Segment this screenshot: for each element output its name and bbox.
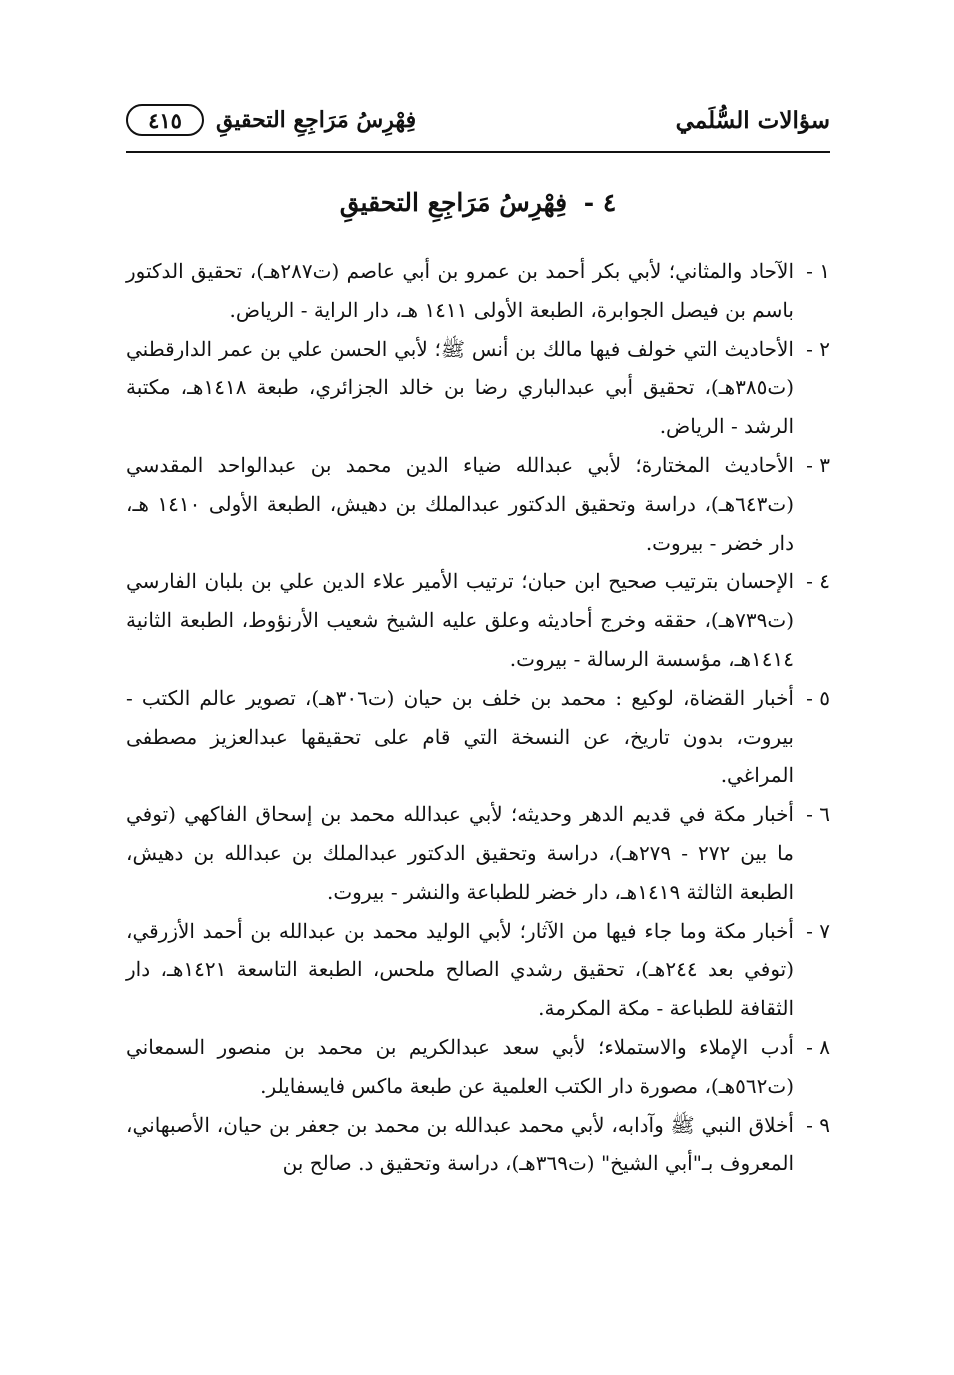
entry-number: ٨ - [806, 1034, 830, 1059]
references-list [126, 252, 830, 1183]
header-divider [126, 151, 830, 153]
entry-number: ٢ - [806, 336, 830, 361]
reference-entry-8 [126, 1028, 830, 1106]
reference-entry-1 [126, 252, 830, 330]
reference-entry-4 [126, 562, 830, 678]
entry-text: أدب الإملاء والاستملاء؛ لأبي سعد عبدالكريم بن محمد بن منصور السمعاني (ت٥٦٢هـ)، مصورة دار الكتب العلمية عن طبعة ماكس فايسفايلر. [126, 1034, 794, 1098]
reference-entry-7 [126, 912, 830, 1028]
entry-number: ٤ - [806, 569, 830, 594]
entry-number: ١ - [806, 259, 830, 283]
section-number: ٤ - [583, 188, 617, 217]
reference-entry-5 [126, 679, 830, 795]
header-section-title: فِهْرِسُ مَرَاجِعِ التحقيقِ [216, 107, 417, 133]
entry-text: الأحاديث المختارة؛ لأبي عبدالله ضياء الدين محمد بن عبدالواحد المقدسي (ت٦٤٣هـ)، دراسة وتحقيق الدكتور عبدالملك بن دهيش، الطبعة الأولى ١٤١٠ هـ، دار خضر - بيروت. [126, 452, 794, 555]
entry-text: أخبار مكة في قديم الدهر وحديثه؛ لأبي عبدالله محمد بن إسحاق الفاكهي (توفي ما بين ٢٧٢ - ٢٧٩هـ)، دراسة وتحقيق الدكتور عبدالملك بن عبدالله بن دهيش، الطبعة الثالثة ١٤١٩هـ، دار خضر للطباعة والنشر - بيروت. [126, 802, 794, 904]
entry-text: أخبار مكة وما جاء فيها من الآثار؛ لأبي الوليد محمد بن عبدالله بن أحمد الأزرقي، (توفي بعد ٢٤٤هـ)، تحقيق رشدي الصالح ملحس، الطبعة التاسعة ١٤٢١هـ، دار الثقافة للطباعة - مكة المكرمة. [126, 918, 795, 1021]
book-title: سؤالات السُّلَمي [675, 106, 830, 134]
entry-text: أخلاق النبي ﷺ وآدابه، لأبي محمد عبدالله بن محمد بن جعفر بن حيان، الأصبهاني، المعروف بـ"أبي الشيخ" (ت٣٦٩هـ)، دراسة وتحقيق د. صالح بن [126, 1112, 794, 1176]
section-heading [126, 188, 830, 217]
reference-entry-3 [126, 446, 830, 562]
entry-text: أخبار القضاة، لوكيع : محمد بن خلف بن حيان (ت٣٠٦هـ)، تصوير عالم الكتب - بيروت، بدون تاريخ، عن النسخة التي قام على تحقيقها عبدالعزيز مصطفى المراغي. [126, 685, 794, 788]
entry-text: الآحاد والمثاني؛ لأبي بكر أحمد بن عمرو بن أبي عاصم (ت٢٨٧هـ)، تحقيق الدكتور باسم بن فيصل الجوابرة، الطبعة الأولى ١٤١١ هـ، دار الراية - الرياض. [126, 259, 794, 322]
entry-number: ٣ - [806, 452, 830, 477]
entry-text: الأحاديث التي خولف فيها مالك بن أنس ﷺ؛ لأبي الحسن علي بن عمر الدارقطني (ت٣٨٥هـ)، تحقيق أبي عبدالباري رضا بن خالد الجزائري، طبعة ١٤١٨هـ، مكتبة الرشد - الرياض. [126, 336, 794, 439]
entry-number: ٩ - [806, 1112, 830, 1137]
running-header [126, 92, 830, 148]
entry-text: الإحسان بترتيب صحيح ابن حبان؛ ترتيب الأمير علاء الدين علي بن بلبان الفارسي (ت٧٣٩هـ)، حققه وخرج أحاديثه وعلق عليه الشيخ شعيب الأرنؤوط، الطبعة الثانية ١٤١٤هـ، مؤسسة الرسالة - بيروت. [126, 569, 794, 671]
header-section-group [126, 104, 416, 136]
reference-entry-9 [126, 1106, 830, 1184]
reference-entry-6 [126, 795, 830, 911]
page-number: ٤١٥ [126, 104, 204, 136]
entry-number: ٧ - [806, 918, 830, 943]
entry-number: ٦ - [806, 802, 830, 827]
reference-entry-2 [126, 330, 830, 446]
entry-number: ٥ - [806, 685, 830, 710]
section-title: فِهْرِسُ مَرَاجِعِ التحقيقِ [339, 188, 568, 217]
